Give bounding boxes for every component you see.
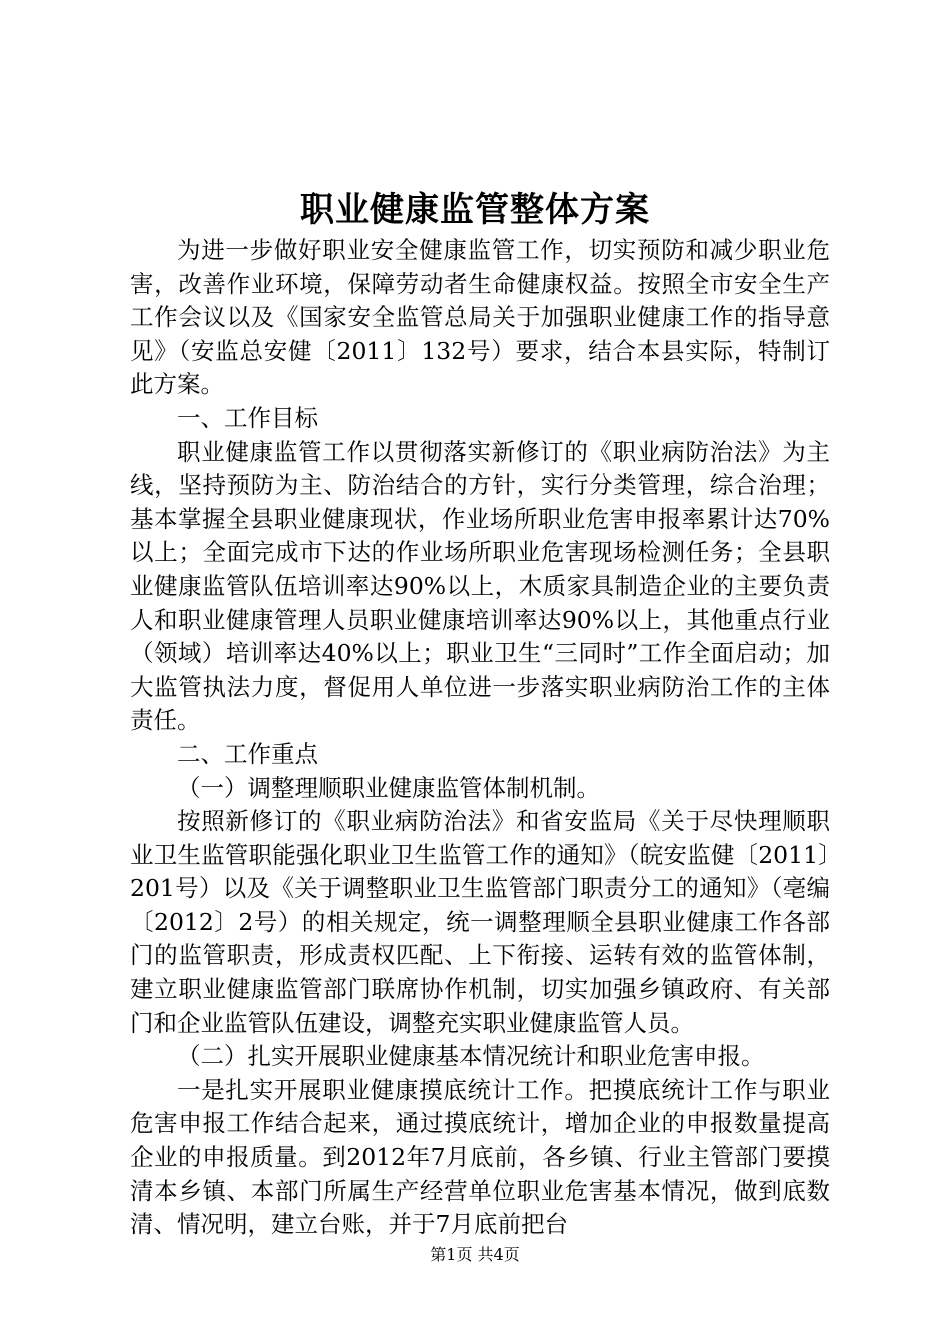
paragraph-statistics: 一是扎实开展职业健康摸底统计工作。把摸底统计工作与职业危害申报工作结合起来，通过摸底统计，增加企业的申报数量提高企业的申报质量。到2012年7月底前，各乡镇、行业主管部门要摸清本乡镇、本部门所属生产经营单位职业危害基本情况，做到底数清、情况明，建立台账，并于7月底前把台 [130,1075,830,1239]
paragraph-intro: 为进一步做好职业安全健康监管工作，切实预防和减少职业危害，改善作业环境，保障劳动者生命健康权益。按照全市安全生产工作会议以及《国家安全监管总局关于加强职业健康工作的指导意见》（安监总安健〔2011〕132号）要求，结合本县实际，特制订此方案。 [130,236,830,399]
document-body [130,234,830,1242]
heading-work-focus: 二、工作重点 [177,739,318,768]
subheading-2: （二）扎实开展职业健康基本情况统计和职业危害申报。 [177,1042,765,1071]
paragraph-work-goals: 职业健康监管工作以贯彻落实新修订的《职业病防治法》为主线，坚持预防为主、防治结合的方针，实行分类管理，综合治理；基本掌握全县职业健康现状，作业场所职业危害申报率累计达70%以上；全面完成市下达的作业场所职业危害现场检测任务；全县职业健康监管队伍培训率达90%以上，木质家具制造企业的主要负责人和职业健康管理人员职业健康培训率达90%以上，其他重点行业（领域）培训率达40%以上；职业卫生“三同时”工作全面启动；加大监管执法力度，督促用人单位进一步落实职业病防治工作的主体责任。 [130,437,830,735]
paragraph-mechanism: 按照新修订的《职业病防治法》和省安监局《关于尽快理顺职业卫生监管职能强化职业卫生监管工作的通知》（皖安监健〔2011〕201号）以及《关于调整职业卫生监管部门职责分工的通知》（亳编〔2012〕2号）的相关规定，统一调整理顺全县职业健康工作各部门的监管职责，形成责权匹配、上下衔接、运转有效的监管体制，建立职业健康监管部门联席协作机制，切实加强乡镇政府、有关部门和企业监管队伍建设，调整充实职业健康监管人员。 [130,807,830,1037]
page-footer: 第1页 共4页 [430,1245,520,1264]
document-title: 职业健康监管整体方案 [300,190,650,230]
subheading-1: （一）调整理顺职业健康监管体制机制。 [177,773,600,802]
heading-work-goals: 一、工作目标 [177,403,318,432]
